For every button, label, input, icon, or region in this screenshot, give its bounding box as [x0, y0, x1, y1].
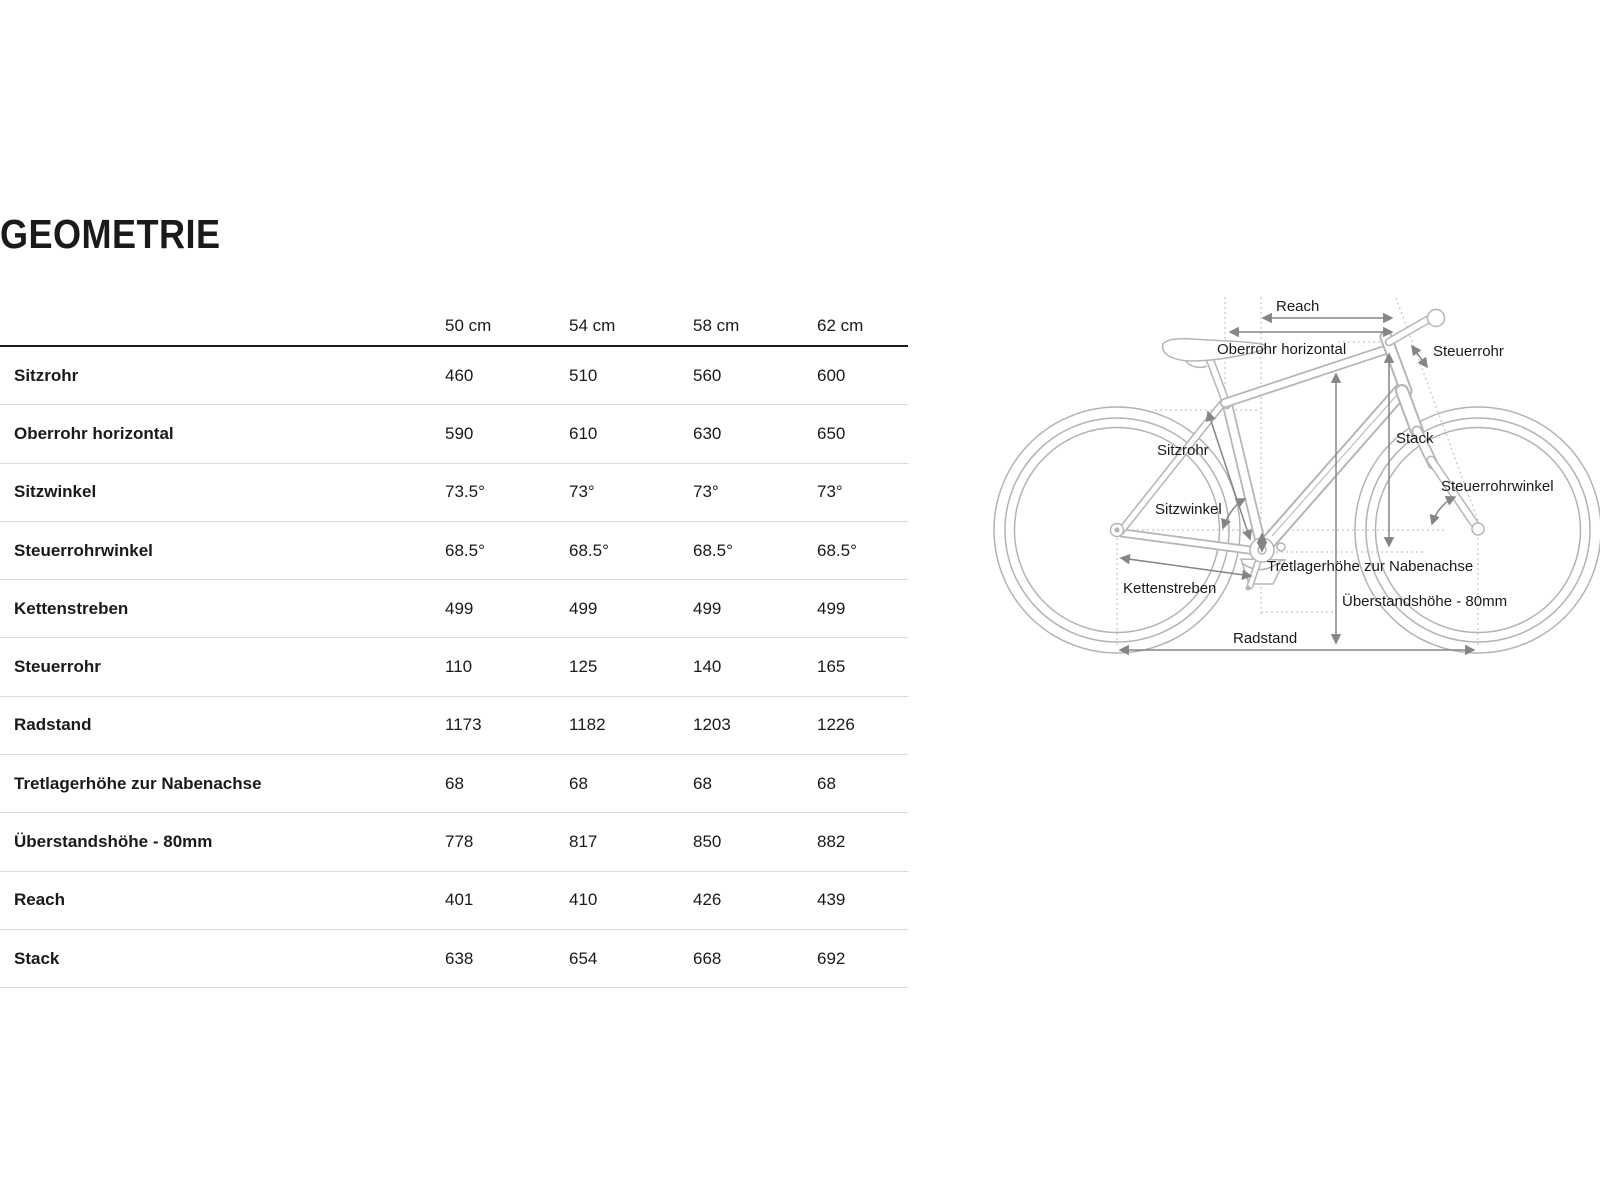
row-value: 68.5° — [445, 540, 485, 560]
column-header-62cm: 62 cm — [817, 316, 864, 335]
row-value: 140 — [693, 657, 722, 677]
row-value: 1173 — [445, 715, 482, 735]
row-value: 73° — [817, 482, 843, 502]
sitzwinkel-label: Sitzwinkel — [1155, 501, 1222, 518]
rear-axle-dot — [1115, 528, 1120, 533]
row-value: 426 — [693, 890, 722, 910]
oberrohr-label: Oberrohr horizontal — [1217, 341, 1347, 358]
kettenstreben-dimension-line — [1121, 558, 1251, 576]
row-value: 68 — [693, 773, 712, 793]
column-header-54cm: 54 cm — [569, 316, 616, 335]
row-label: Radstand — [14, 715, 92, 735]
row-value: 1182 — [569, 715, 606, 735]
row-value: 73° — [693, 482, 719, 502]
row-value: 439 — [817, 890, 846, 910]
row-value: 817 — [569, 832, 598, 852]
row-value: 510 — [569, 365, 598, 385]
row-label: Überstandshöhe - 80mm — [14, 832, 213, 852]
table-row — [0, 522, 908, 580]
crank-end — [1246, 586, 1251, 591]
row-label: Kettenstreben — [14, 598, 129, 618]
stack-label: Stack — [1396, 430, 1434, 447]
table-row — [0, 638, 908, 696]
table-row — [0, 464, 908, 522]
row-value: 1203 — [693, 715, 731, 735]
row-value: 499 — [445, 598, 474, 618]
row-label: Oberrohr horizontal — [14, 423, 174, 443]
row-value: 1226 — [817, 715, 855, 735]
row-label: Tretlagerhöhe zur Nabenachse — [14, 773, 262, 793]
row-value: 499 — [817, 598, 846, 618]
row-value: 73.5° — [445, 482, 485, 502]
row-value: 68.5° — [817, 540, 857, 560]
row-label: Steuerrohrwinkel — [14, 540, 153, 560]
row-value: 882 — [817, 832, 846, 852]
row-value: 638 — [445, 948, 474, 968]
saddle-rails — [1186, 361, 1207, 367]
row-label: Reach — [14, 890, 66, 910]
bike-geometry-diagram — [950, 270, 1600, 670]
handlebar-grip — [1428, 310, 1445, 327]
table-row — [0, 930, 908, 988]
row-value: 68 — [569, 773, 588, 793]
table-row — [0, 697, 908, 755]
sitzrohr-label: Sitzrohr — [1157, 442, 1209, 459]
table-row — [0, 405, 908, 463]
steuerrohrwinkel-angle-arc — [1432, 497, 1455, 524]
row-value: 165 — [817, 657, 846, 677]
row-value: 460 — [445, 365, 474, 385]
row-value: 68.5° — [569, 540, 609, 560]
row-value: 410 — [569, 890, 598, 910]
table-row — [0, 813, 908, 871]
row-value: 850 — [693, 832, 722, 852]
row-value: 499 — [569, 598, 598, 618]
radstand-label: Radstand — [1233, 630, 1298, 647]
row-value: 125 — [569, 657, 598, 677]
row-value: 650 — [817, 423, 846, 443]
row-value: 630 — [693, 423, 722, 443]
row-value: 692 — [817, 948, 846, 968]
steuerrohr-label: Steuerrohr — [1433, 343, 1504, 360]
geometry-table — [0, 300, 908, 988]
table-header-row — [0, 300, 908, 347]
column-header-58cm: 58 cm — [693, 316, 740, 335]
row-value: 654 — [569, 948, 598, 968]
table-row — [0, 347, 908, 405]
row-value: 68.5° — [693, 540, 733, 560]
ueberstandshoehe-label: Überstandshöhe - 80mm — [1342, 593, 1508, 610]
row-value: 401 — [445, 890, 474, 910]
kettenstreben-label: Kettenstreben — [1123, 580, 1217, 597]
row-label: Sitzwinkel — [14, 482, 97, 502]
steuerrohr-dimension-line — [1412, 346, 1427, 367]
row-label: Steuerrohr — [14, 657, 101, 677]
steuerrohrwinkel-label: Steuerrohrwinkel — [1441, 478, 1554, 495]
row-value: 499 — [693, 598, 722, 618]
row-label: Sitzrohr — [14, 365, 79, 385]
page-title: GEOMETRIE — [0, 211, 221, 257]
row-value: 590 — [445, 423, 474, 443]
column-header-50cm: 50 cm — [445, 316, 492, 335]
row-label: Stack — [14, 948, 60, 968]
row-value: 73° — [569, 482, 595, 502]
front-dropout — [1472, 523, 1484, 535]
row-value: 110 — [445, 657, 473, 677]
tretlagerhoehe-label: Tretlagerhöhe zur Nabenachse — [1267, 558, 1474, 575]
table-row — [0, 755, 908, 813]
table-row — [0, 872, 908, 930]
row-value: 778 — [445, 832, 474, 852]
table-row — [0, 580, 908, 638]
row-value: 68 — [445, 773, 464, 793]
reach-label: Reach — [1276, 298, 1320, 315]
row-value: 68 — [817, 773, 836, 793]
row-value: 668 — [693, 948, 722, 968]
row-value: 600 — [817, 365, 846, 385]
row-value: 610 — [569, 423, 598, 443]
row-value: 560 — [693, 365, 722, 385]
